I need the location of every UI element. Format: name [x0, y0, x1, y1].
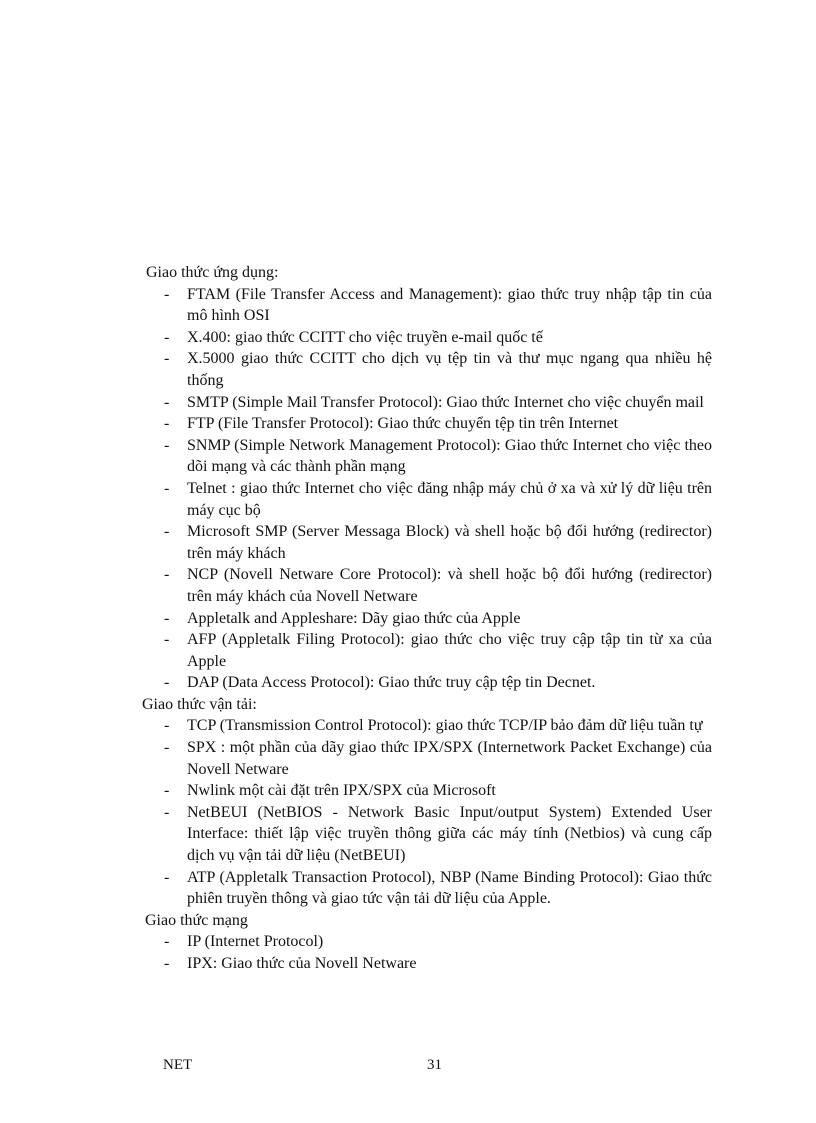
list-item: [0, 931, 816, 953]
list-marker: -: [164, 868, 170, 886]
list-item: [0, 413, 816, 435]
list-marker: -: [164, 782, 170, 800]
list-marker: -: [164, 631, 170, 649]
list-item-text: Nwlink một cài đặt trên IPX/SPX của Microsoft: [187, 782, 496, 800]
list-item: [0, 521, 816, 564]
list-item-text: NetBEUI (NetBIOS - Network Basic Input/output System) Extended User Interface: thiết lập việc truyền thông giữa các máy tính (Netbios) và cung cấp dịch vụ vận tải dữ liệu (NetBEUI): [187, 803, 712, 865]
list-item: [0, 284, 816, 327]
list-item: [0, 672, 816, 694]
list-item-text: ATP (Appletalk Transaction Protocol), NBP (Name Binding Protocol): Giao thức phiên truyền thông và giao tức vận tải dữ liệu của Apple.: [187, 868, 712, 908]
list-item: [0, 737, 816, 780]
section-heading-transport: Giao thức vận tải:: [142, 695, 257, 713]
list-item: [0, 564, 816, 607]
list-marker: -: [164, 803, 170, 821]
list-item-text: IP (Internet Protocol): [187, 933, 324, 951]
list-item-text: SMTP (Simple Mail Transfer Protocol): Giao thức Internet cho việc chuyển mail: [187, 393, 704, 411]
list-marker: -: [164, 609, 170, 627]
list-item: [0, 608, 816, 630]
section-heading-network: Giao thức mạng: [145, 911, 248, 929]
list-marker: -: [164, 955, 170, 972]
section-heading-application: Giao thức ứng dụng:: [146, 264, 279, 281]
transport-protocols-list: [0, 715, 816, 909]
list-marker: -: [164, 479, 170, 497]
list-item-text: IPX: Giao thức của Novell Netware: [187, 955, 417, 972]
list-item-text: Microsoft SMP (Server Messaga Block) và shell hoặc bộ đổi hướng (redirector) trên máy khách: [187, 523, 712, 562]
list-marker: -: [164, 523, 170, 541]
list-item-text: FTAM (File Transfer Access and Management): giao thức truy nhập tập tin của mô hình OSI: [187, 285, 712, 325]
list-item-text: X.400: giao thức CCITT cho việc truyền e-mail quốc tế: [187, 328, 543, 346]
list-item-text: SPX : một phần của dãy giao thức IPX/SPX (Internetwork Packet Exchange) của Novell Netware: [187, 739, 712, 778]
list-marker: -: [164, 566, 170, 584]
list-marker: -: [164, 328, 170, 346]
application-protocols-list: [0, 284, 816, 694]
list-item: [0, 348, 816, 391]
list-item: [0, 327, 816, 349]
list-item: [0, 953, 816, 975]
list-item-text: NCP (Novell Netware Core Protocol): và shell hoặc bộ đổi hướng (redirector) trên máy khách của Novell Netware: [187, 566, 712, 605]
list-item-text: X.5000 giao thức CCITT cho dịch vụ tệp tin và thư mục ngang qua nhiều hệ thống: [187, 350, 712, 389]
list-item: [0, 629, 816, 672]
list-item: [0, 802, 816, 867]
list-item-text: AFP (Appletalk Filing Protocol): giao thức cho việc truy cập tập tin từ xa của Apple: [187, 631, 712, 670]
list-item: [0, 867, 816, 910]
list-marker: -: [164, 285, 170, 303]
page-number: 31: [427, 1057, 442, 1073]
list-item: [0, 715, 816, 737]
list-marker: -: [164, 415, 170, 433]
list-marker: -: [164, 674, 170, 692]
list-item-text: Telnet : giao thức Internet cho việc đăng nhập máy chủ ở xa và xử lý dữ liệu trên máy cục bộ: [187, 479, 712, 519]
list-item: [0, 435, 816, 478]
footer-label: NET: [163, 1057, 193, 1073]
list-marker: -: [164, 717, 170, 735]
list-item-text: SNMP (Simple Network Management Protocol): Giao thức Internet cho việc theo dõi mạng và các thành phần mạng: [187, 436, 712, 476]
network-protocols-list: [0, 931, 816, 974]
list-item: [0, 392, 816, 414]
list-item: [0, 780, 816, 802]
list-item-text: TCP (Transmission Control Protocol): giao thức TCP/IP bảo đảm dữ liệu tuần tự: [187, 717, 703, 735]
list-marker: -: [164, 350, 170, 368]
list-marker: -: [164, 933, 170, 951]
list-item-text: DAP (Data Access Protocol): Giao thức truy cập tệp tin Decnet.: [187, 674, 596, 692]
list-marker: -: [164, 739, 170, 757]
list-marker: -: [164, 393, 170, 411]
list-item-text: FTP (File Transfer Protocol): Giao thức chuyển tệp tin trên Internet: [187, 415, 619, 433]
list-item: [0, 478, 816, 521]
document-body: [0, 262, 816, 975]
list-item-text: Appletalk and Appleshare: Dãy giao thức của Apple: [187, 609, 521, 627]
list-marker: -: [164, 436, 170, 454]
